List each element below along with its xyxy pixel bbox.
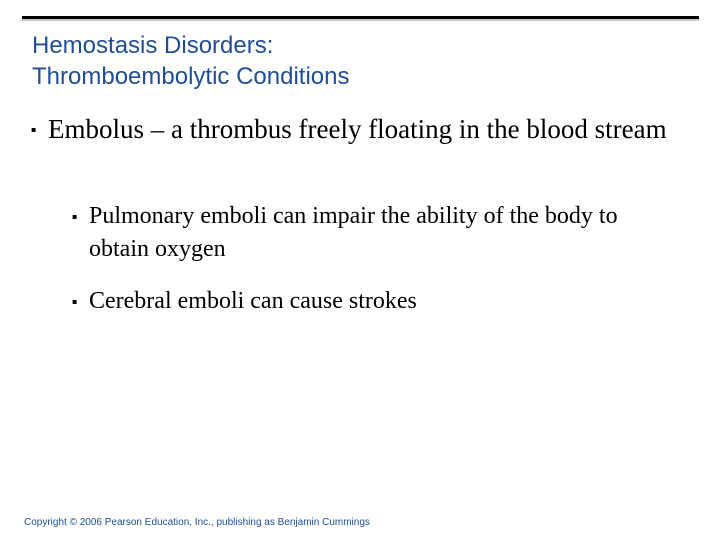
square-bullet-icon: ▪ bbox=[31, 125, 37, 134]
sub-bullet-text-cerebral: Cerebral emboli can cause strokes bbox=[89, 288, 417, 314]
slide-title-line-1: Hemostasis Disorders: bbox=[32, 32, 274, 59]
title-divider-shadow bbox=[22, 19, 699, 21]
slide-title-line-2: Thromboembolytic Conditions bbox=[32, 63, 350, 90]
square-bullet-icon: ▪ bbox=[72, 297, 78, 306]
square-bullet-icon: ▪ bbox=[72, 212, 78, 221]
slide-title bbox=[32, 30, 692, 92]
sub-bullet-text-pulmonary: Pulmonary emboli can impair the ability of the body to obtain oxygen bbox=[89, 203, 618, 262]
copyright-footer: Copyright © 2006 Pearson Education, Inc., publishing as Benjamin Cummings bbox=[24, 517, 370, 528]
bullet-text-embolus: Embolus – a thrombus freely floating in the blood stream bbox=[48, 114, 667, 144]
